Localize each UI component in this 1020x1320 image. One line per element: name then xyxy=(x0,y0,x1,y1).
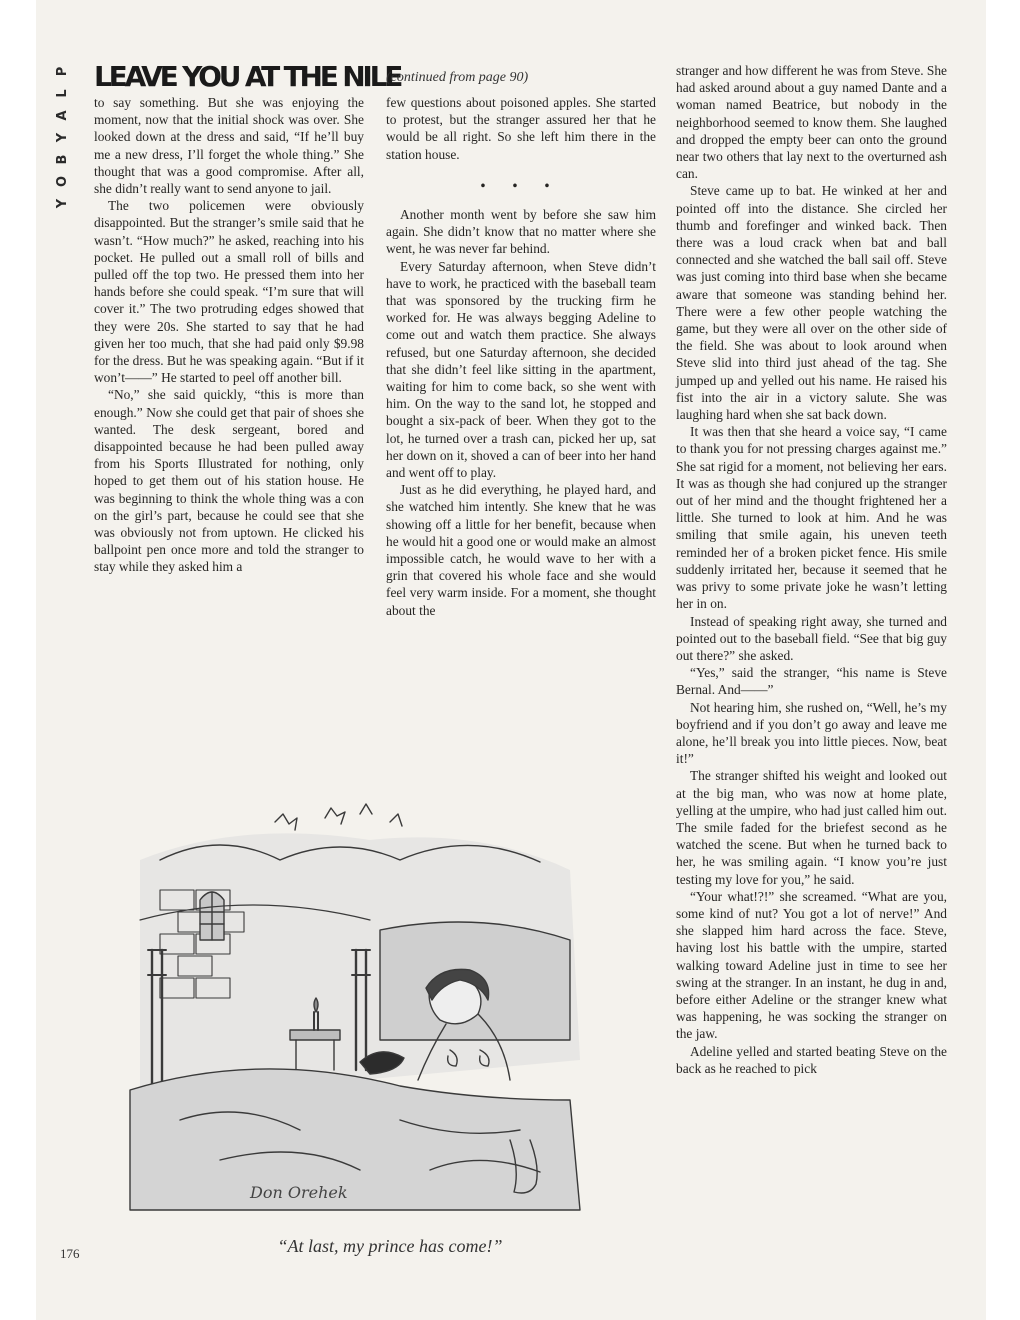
section-separator: • • • xyxy=(480,177,562,193)
paragraph: Another month went by before she saw him again. She didn’t know that no matter where she went, he was never far behind. xyxy=(386,207,656,257)
cartoon-signature: Don Orehek xyxy=(250,1183,348,1202)
paragraph: “No,” she said quickly, “this is more than enough.” Now she could get that pair of shoes she wanted. The desk sergeant, bored and disappointed because he had been pulled away from his Sports Illustrated for nothing, only hoped to get them out of his station house. He was beginning to think the whole thing was a con on the girl’s part, because he could see that she was obviously not from uptown. He clicked his ballpoint pen once more and told the stranger to stay while they asked him a xyxy=(94,387,364,575)
continued-note: (continued from page 90) xyxy=(386,70,529,85)
paragraph: few questions about poisoned apples. She started to protest, but the stranger assured her that he would be all right. So she left him there in the station house. xyxy=(386,95,656,162)
page-number: 176 xyxy=(60,1246,80,1261)
paragraph: It was then that she heard a voice say, “I came to thank you for not pressing charges against me.” She sat rigid for a moment, not believing her ears. It was as though she had conjured up the stranger out of her mind and the thought frightened her a little. She turned to look at him. And he was smiling that smile again, his uneven teeth reminded her of a broken picket fence. His smile suddenly irritated her, because it seemed that he was privy to some private joke he wasn’t letting her in on. xyxy=(676,424,947,612)
article-headline: LEAVE YOU AT THE NILE xyxy=(94,60,401,93)
paragraph: “Your what!?!” she screamed. “What are you, some kind of nut? You got a lot of nerve!” And she slapped him hard across the face. Steve, having lost his battle with the umpire, started walking toward Adeline just in time to see her swing at the stranger. In an instant, he dug in and, before either Adeline or the stranger knew what was happening, he was socking the stranger on the jaw. xyxy=(676,888,947,1042)
paragraph: Not hearing him, she rushed on, “Well, he’s my boyfriend and if you don’t go away and leave me alone, he’ll break you into little pieces. Now, beat it!” xyxy=(676,699,947,767)
paragraph: The two policemen were obviously disappointed. But the stranger’s smile said that he wasn’t. “How much?” he asked, reaching into his pocket. He pulled out a small roll of bills and pulled off the top two. He pressed them into her hands before she could speak. “I’m sure that will cover it.” The two protruding edges showed that they were 20s. She started to say that he had given her too much, that she had paid only $9.98 for the dress. But he was speaking again. “But if it won’t——” He started to peel off another bill. xyxy=(94,198,364,386)
cartoon-caption: “At last, my prince has come!” xyxy=(277,1236,503,1256)
paragraph: Just as he did everything, he played hard, and she watched him intently. She knew that he was showing off a little for her benefit, because when he would hit a good one or would make an almost impossible catch, he would wave to her with a grin that covered his whole face and she would feel very warm inside. For a moment, she thought about the xyxy=(386,482,656,618)
paragraph: to say something. But she was enjoying the moment, now that the initial shock was over. She looked down at the dress and said, “If he’ll buy me a new dress, I’ll forget the whole thing.” She thought that was a good compromise. After all, she didn’t really want to send anyone to jail. xyxy=(94,95,364,197)
text-column-1 xyxy=(94,94,364,576)
paragraph: stranger and how different he was from Steve. She had asked around about a guy named Dante and a woman named Beatrice, but nobody in the neighborhood seemed to know them. She laughed and dropped the empty beer can onto the ground near two others that lay next to the overturned ash can. xyxy=(676,63,947,182)
text-column-3 xyxy=(676,62,947,1077)
spine-letter: B xyxy=(55,153,70,165)
spine-letter: L xyxy=(55,88,70,98)
paragraph: “Yes,” said the stranger, “his name is Steve Bernal. And——” xyxy=(676,665,947,698)
paragraph: Adeline yelled and started beating Steve on the back as he reached to pick xyxy=(676,1043,947,1076)
spine-letter: Y xyxy=(55,197,70,209)
spine-letter: Y xyxy=(55,131,70,143)
spine-letter: P xyxy=(55,65,70,77)
spine-letter: A xyxy=(55,109,70,121)
cartoon-illustration xyxy=(100,800,656,1220)
paragraph: Steve came up to bat. He winked at her and pointed off into the distance. She circled her thumb and forefinger and winked back. Then there was a loud crack when bat and ball connected and she watched the ball sail off. Steve was just coming into third base when she became aware that someone was standing behind her. There were a few other people watching the game, but they were all over on the other side of the field. She was about to look around when Steve slid into third just ahead of the tag. She jumped up and yelled out his name. He raised his fist into the air in a victory salute. She was laughing hard when she sat back down. xyxy=(676,183,947,423)
spine-letter: O xyxy=(55,174,70,188)
paragraph: Every Saturday afternoon, when Steve didn’t have to work, he practiced with the baseball team that was sponsored by the trucking firm he worked for. He was always begging Adeline to come out and watch them practice. She always refused, but one Saturday afternoon, she decided that she didn’t feel like sitting in the apartment, waiting for him to come back, so she went with him. On the way to the sand lot, he stopped and bought a six-pack of beer. When they got to the lot, he turned over a trash can, picked her up, sat her down on it, shoved a can of beer into her hand and went off to play. xyxy=(386,258,656,481)
text-column-2 xyxy=(386,94,656,619)
magazine-spine-label xyxy=(52,60,74,220)
paragraph: The stranger shifted his weight and looked out at the big man, who was now at home plate, yelling at the umpire, who had just called him out. The smile faded for the briefest second as he watched the scene. But when he turned back to her, he was smiling again. “I know you’re just testing my love for you,” he said. xyxy=(676,768,947,887)
paragraph: Instead of speaking right away, she turned and pointed out to the baseball field. “See that big guy out there?” she asked. xyxy=(676,613,947,663)
